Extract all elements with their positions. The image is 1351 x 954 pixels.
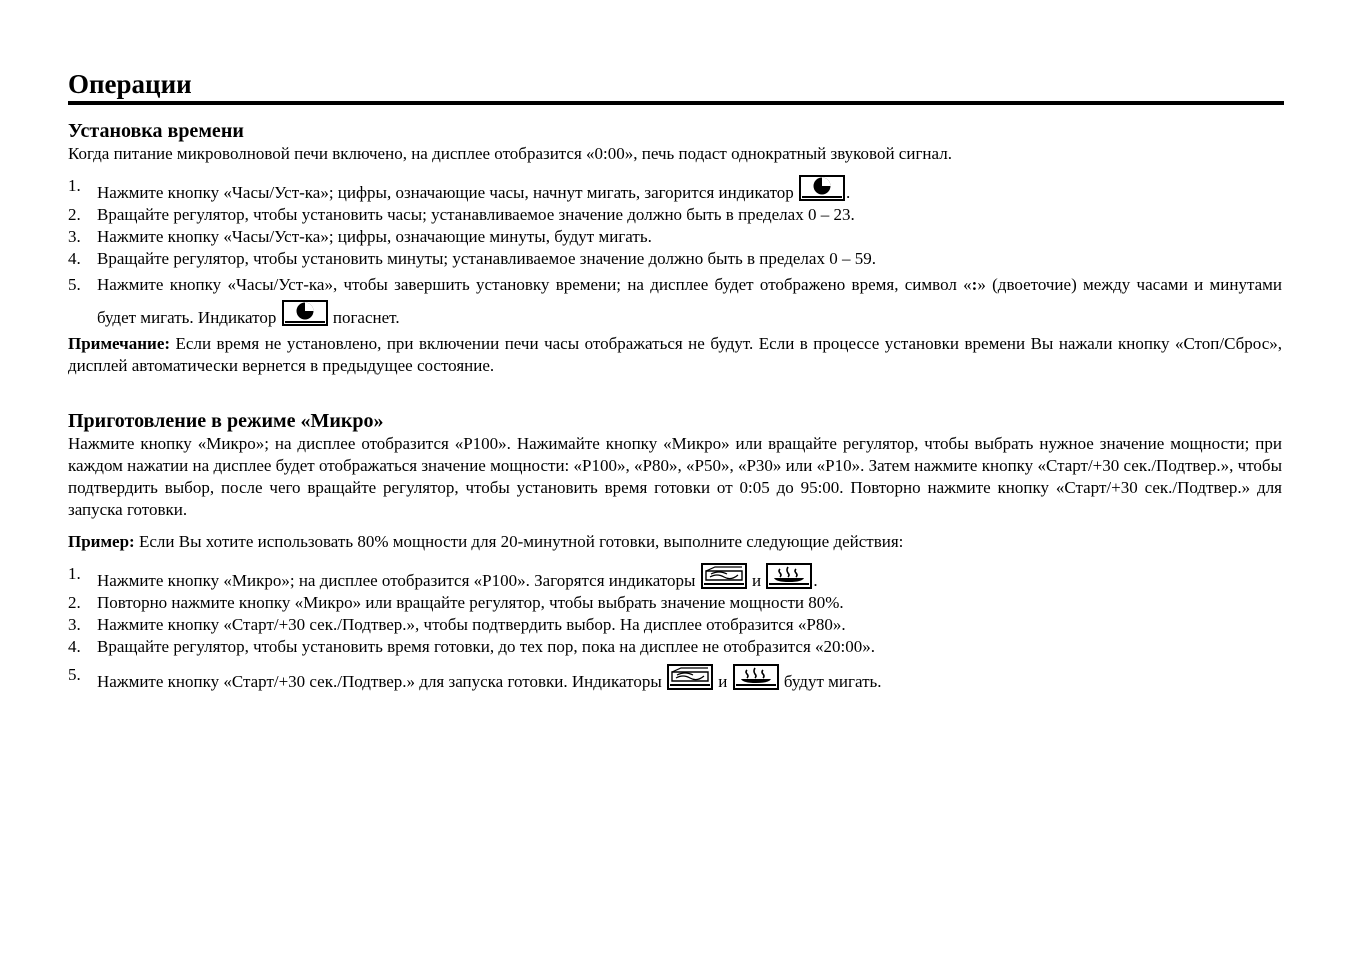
- microwave-indicator-icon: [701, 563, 747, 589]
- section-heading-micro: Приготовление в режиме «Микро»: [68, 410, 384, 432]
- micro-step-5: 5. Нажмите кнопку «Старт/+30 сек./Подтвер.» для запуска готовки. Индикаторы и будут мигать.: [68, 665, 882, 691]
- time-intro: Когда питание микроволновой печи включено, на дисплее отобразится «0:00», печь подаст однократный звуковой сигнал.: [68, 144, 952, 163]
- time-step-3: 3. Нажмите кнопку «Часы/Уст-ка»; цифры, означающие минуты, будут мигать.: [68, 227, 652, 246]
- micro-intro: Нажмите кнопку «Микро»; на дисплее отобразится «P100». Нажимайте кнопку «Микро» или вращайте регулятор, чтобы выбрать нужное значение мощности; при каждом нажатии на дисплее будет отображаться значение мощности: «P100», «P80», «P50», «P30» или «P10». Затем нажмите кнопку «Старт/+30 сек./Подтвер.», чтобы подтвердить выбор, после чего вращайте регулятор, чтобы установить время готовки от 0:05 до 95:00. Повторно нажмите кнопку «Старт/+30 сек./Подтвер.» для запуска готовки.: [68, 434, 1282, 519]
- time-step-4: 4. Вращайте регулятор, чтобы установить минуты; устанавливаемое значение должно быть в пределах 0 – 59.: [68, 249, 876, 268]
- cooking-indicator-icon: [766, 563, 812, 589]
- micro-step-2: 2. Повторно нажмите кнопку «Микро» или вращайте регулятор, чтобы выбрать значение мощности 80%.: [68, 593, 844, 612]
- time-step-5: 5. Нажмите кнопку «Часы/Уст-ка», чтобы завершить установку времени; на дисплее будет отображено время, символ «:» (двоеточие) между часами и минутами будет мигать. Индикатор погаснет.: [68, 275, 1282, 327]
- page-title: Операции: [68, 69, 192, 99]
- document-page: [68, 68, 1282, 693]
- time-step-2: 2. Вращайте регулятор, чтобы установить часы; устанавливаемое значение должно быть в пределах 0 – 23.: [68, 205, 855, 224]
- clock-indicator-icon: [799, 175, 845, 201]
- section-heading-time: Установка времени: [68, 120, 244, 142]
- time-step-1: 1. Нажмите кнопку «Часы/Уст-ка»; цифры, означающие часы, начнут мигать, загорится индикатор .: [68, 176, 851, 202]
- cooking-indicator-icon: [733, 664, 779, 690]
- microwave-indicator-icon: [667, 664, 713, 690]
- micro-step-1: 1. Нажмите кнопку «Микро»; на дисплее отобразится «P100». Загорятся индикаторы и .: [68, 564, 818, 590]
- micro-step-3: 3. Нажмите кнопку «Старт/+30 сек./Подтвер.», чтобы подтвердить выбор. На дисплее отобразится «P80».: [68, 615, 846, 634]
- note-label: Примечание:: [68, 334, 171, 353]
- time-note: Примечание: Если время не установлено, при включении печи часы отображаться не будут. Если в процессе установки времени Вы нажали кнопку «Стоп/Сброс», дисплей автоматически вернется в предыдущее состояние.: [68, 334, 1282, 375]
- micro-steps: [68, 563, 1282, 693]
- time-steps: [68, 175, 1282, 333]
- micro-example: Пример: Если Вы хотите использовать 80% мощности для 20-минутной готовки, выполните следующие действия:: [68, 532, 904, 551]
- micro-step-4: 4. Вращайте регулятор, чтобы установить время готовки, до тех пор, пока на дисплее не отобразится «20:00».: [68, 637, 875, 656]
- title-divider: [68, 101, 1284, 105]
- clock-indicator-icon: [282, 300, 328, 326]
- example-label: Пример:: [68, 532, 135, 551]
